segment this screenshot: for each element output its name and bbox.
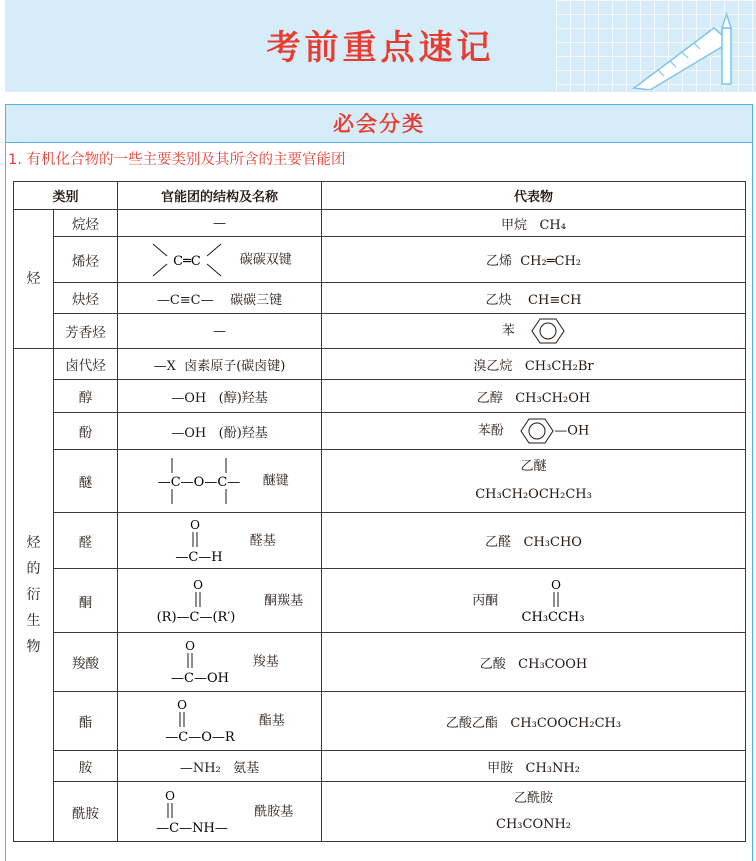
aldehyde-structure-icon (163, 517, 237, 565)
acetone-structure-icon (511, 575, 595, 627)
row-fg: O —C—OH 羧基 (118, 633, 322, 692)
svg-text:—C—O—R: —C—O—R (165, 730, 235, 745)
row-name: 炔烃 (54, 283, 118, 314)
row-representative: 乙醇 CH₃CH₂OH (322, 380, 746, 413)
svg-text:O: O (190, 517, 201, 532)
row-name: 醛 (54, 513, 118, 569)
row-fg: —C—O—C— 醚键 (118, 450, 322, 513)
row-name: 烯烃 (54, 237, 118, 283)
row-fg: O —C—H 醛基 (118, 513, 322, 569)
amide-structure-icon (146, 787, 242, 837)
row-representative: 丙酮 O CH₃CCH₃ (322, 569, 746, 633)
row-representative: 苯 (322, 314, 746, 349)
row-representative: 乙烯 CH₂═CH₂ (322, 237, 746, 283)
svg-text:O: O (550, 577, 561, 592)
row-fg: O (R)—C—(R′) 酮羰基 (118, 569, 322, 633)
header-band (5, 0, 756, 92)
table-row (14, 751, 746, 782)
row-representative: 乙酸 CH₃COOH (322, 633, 746, 692)
svg-text:O: O (164, 788, 175, 803)
row-name: 烷烃 (54, 210, 118, 237)
row-fg: —OH (酚)羟基 (118, 413, 322, 450)
row-name: 卤代烃 (54, 349, 118, 380)
row-fg: —C≡C— 碳碳三键 (118, 283, 322, 314)
svg-text:(R)—C—(R′): (R)—C—(R′) (156, 609, 236, 625)
ester-structure-icon (154, 696, 246, 746)
ether-structure-icon (150, 454, 250, 508)
row-representative: 甲烷 CH₄ (322, 210, 746, 237)
row-representative: 乙醚 CH₃CH₂OCH₂CH₃ (322, 450, 746, 513)
row-name: 酚 (54, 413, 118, 450)
svg-text:—C—OH: —C—OH (171, 671, 230, 686)
row-representative: 乙炔 CH≡CH (322, 283, 746, 314)
svg-text:O: O (192, 577, 203, 592)
svg-text:CH₃CCH₃: CH₃CCH₃ (521, 609, 585, 625)
table-row (14, 210, 746, 237)
table-row (14, 782, 746, 842)
svg-text:C═C: C═C (173, 253, 202, 269)
svg-text:—C—NH—: —C—NH— (155, 820, 228, 836)
page-title: 考前重点速记 (266, 28, 495, 68)
table-row (14, 283, 746, 314)
alkene-structure-icon (147, 240, 227, 280)
row-representative: 乙酰胺 CH₃CONH₂ (322, 782, 746, 842)
section-title: 必会分类 (6, 105, 752, 143)
row-representative: 甲胺 CH₃NH₂ (322, 751, 746, 782)
svg-text:O: O (185, 639, 196, 653)
table-row (14, 413, 746, 450)
table-row (14, 349, 746, 380)
row-representative: 乙醛 CH₃CHO (322, 513, 746, 569)
table-row (14, 692, 746, 751)
row-fg: O —C—O—R 酯基 (118, 692, 322, 751)
header-representative: 代表物 (322, 182, 746, 210)
header-functional-group: 官能团的结构及名称 (118, 182, 322, 210)
benzene-ring-icon (531, 317, 565, 345)
row-fg: —X 卤素原子(碳卤键) (118, 349, 322, 380)
row-name: 醇 (54, 380, 118, 413)
row-name: 酰胺 (54, 782, 118, 842)
row-name: 羧酸 (54, 633, 118, 692)
row-name: 胺 (54, 751, 118, 782)
group-label-derivatives: 烃 的 衍 生 物 (14, 349, 54, 842)
row-fg: —NH₂ 氨基 (118, 751, 322, 782)
svg-text:—C—H: —C—H (175, 549, 223, 565)
row-representative: 苯酚 —OH (322, 413, 746, 450)
row-fg: —OH (醇)羟基 (118, 380, 322, 413)
header-category: 类别 (14, 182, 118, 210)
section-subheading: 1. 有机化合物的一些主要类别及其所含的主要官能团 (8, 152, 346, 168)
table-header-row (14, 182, 746, 210)
table-row (14, 450, 746, 513)
group-label-hydrocarbon: 烃 (14, 210, 54, 349)
table-row (14, 237, 746, 283)
row-fg: — (118, 314, 322, 349)
svg-text:O: O (177, 698, 188, 712)
benzene-ring-icon (520, 417, 554, 445)
svg-text:—C—O—C—: —C—O—C— (158, 475, 241, 490)
section-box (5, 104, 753, 861)
table-row (14, 380, 746, 413)
row-representative: 溴乙烷 CH₃CH₂Br (322, 349, 746, 380)
functional-groups-table (13, 181, 746, 842)
row-name: 醚 (54, 450, 118, 513)
row-representative: 乙酸乙酯 CH₃COOCH₂CH₃ (322, 692, 746, 751)
row-name: 酮 (54, 569, 118, 633)
row-fg: O —C—NH— 酰胺基 (118, 782, 322, 842)
row-fg: C═C 碳碳双键 (118, 237, 322, 283)
table-row (14, 314, 746, 349)
ketone-structure-icon (136, 575, 256, 627)
carboxyl-structure-icon (160, 637, 240, 687)
table-row (14, 513, 746, 569)
table-row (14, 633, 746, 692)
table-row (14, 569, 746, 633)
row-name: 芳香烃 (54, 314, 118, 349)
row-name: 酯 (54, 692, 118, 751)
row-fg: — (118, 210, 322, 237)
